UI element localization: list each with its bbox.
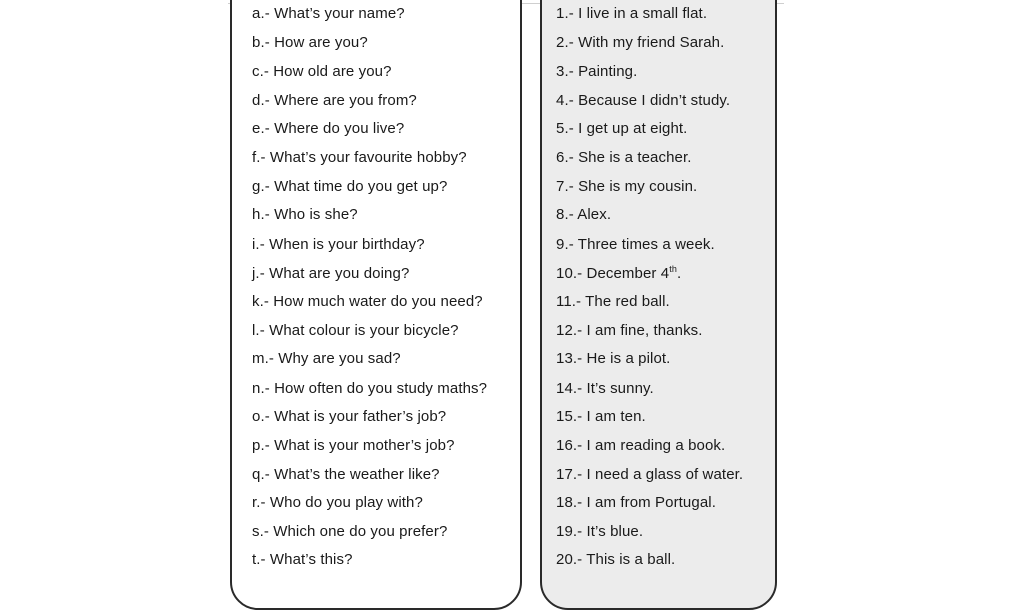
question-i: i.- When is your birthday? xyxy=(252,236,425,253)
question-e: e.- Where do you live? xyxy=(252,120,405,137)
answer-18: 18.- I am from Portugal. xyxy=(556,494,716,511)
question-p: p.- What is your mother’s job? xyxy=(252,437,455,454)
question-r: r.- Who do you play with? xyxy=(252,494,423,511)
answer-16: 16.- I am reading a book. xyxy=(556,437,726,454)
answer-3: 3.- Painting. xyxy=(556,63,638,80)
answer-13: 13.- He is a pilot. xyxy=(556,350,671,367)
answer-19: 19.- It’s blue. xyxy=(556,523,644,540)
question-f: f.- What’s your favourite hobby? xyxy=(252,149,467,166)
answer-17: 17.- I need a glass of water. xyxy=(556,466,744,483)
answer-6: 6.- She is a teacher. xyxy=(556,149,692,166)
answer-5: 5.- I get up at eight. xyxy=(556,120,688,137)
question-s: s.- Which one do you prefer? xyxy=(252,523,448,540)
question-g: g.- What time do you get up? xyxy=(252,178,448,195)
question-j: j.- What are you doing? xyxy=(252,265,410,282)
question-m: m.- Why are you sad? xyxy=(252,350,401,367)
question-n: n.- How often do you study maths? xyxy=(252,380,488,397)
answer-20: 20.- This is a ball. xyxy=(556,551,676,568)
question-c: c.- How old are you? xyxy=(252,63,392,80)
question-h: h.- Who is she? xyxy=(252,206,358,223)
answer-7: 7.- She is my cousin. xyxy=(556,178,698,195)
answer-12: 12.- I am fine, thanks. xyxy=(556,322,703,339)
answer-15: 15.- I am ten. xyxy=(556,408,646,425)
question-q: q.- What’s the weather like? xyxy=(252,466,440,483)
question-l: l.- What colour is your bicycle? xyxy=(252,322,459,339)
answer-10-tail: . xyxy=(676,265,682,282)
question-t: t.- What’s this? xyxy=(252,551,353,568)
answer-14: 14.- It’s sunny. xyxy=(556,380,654,397)
answer-2: 2.- With my friend Sarah. xyxy=(556,34,725,51)
answer-4: 4.- Because I didn’t study. xyxy=(556,92,731,109)
answer-9: 9.- Three times a week. xyxy=(556,236,715,253)
answer-11: 11.- The red ball. xyxy=(556,293,670,310)
answer-8: 8.- Alex. xyxy=(556,206,612,223)
answer-10-text: 10.- December 4 xyxy=(556,265,670,282)
answer-10 xyxy=(556,263,681,285)
question-k: k.- How much water do you need? xyxy=(252,293,483,310)
answer-10-superscript: th xyxy=(669,264,677,274)
question-a: a.- What’s your name? xyxy=(252,5,405,22)
question-d: d.- Where are you from? xyxy=(252,92,417,109)
question-b: b.- How are you? xyxy=(252,34,368,51)
question-o: o.- What is your father’s job? xyxy=(252,408,447,425)
answer-1: 1.- I live in a small flat. xyxy=(556,5,708,22)
